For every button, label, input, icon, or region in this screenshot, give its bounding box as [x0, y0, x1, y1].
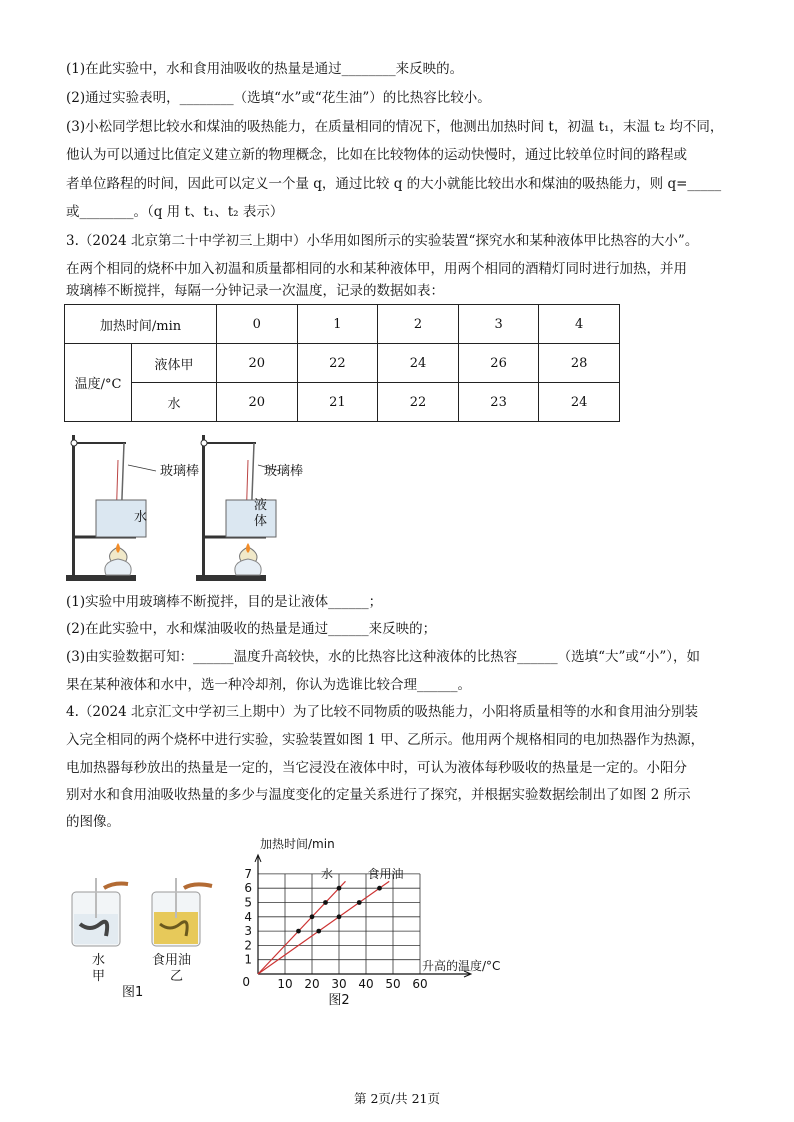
question-line: 或________。（q 用 t、t₁、t₂ 表示）: [66, 204, 284, 220]
table-cell: 28: [539, 344, 620, 383]
y-axis-label: 加热时间/min: [260, 837, 335, 851]
table-header-row: [65, 305, 620, 344]
x-axis-label: 升高的温度/°C: [422, 959, 501, 973]
chart-caption: 图2: [328, 993, 350, 1008]
question-line: 玻璃棒不断搅拌，每隔一分钟记录一次温度，记录的数据如表：: [66, 283, 444, 299]
table-row-label: 水: [132, 383, 217, 422]
table-cell: 1: [297, 305, 378, 344]
y-tick-label: 1: [244, 952, 252, 967]
data-point: [337, 914, 342, 919]
glass-rod-label-right: 玻璃棒: [264, 464, 304, 479]
question-line: 果在某种液体和水中，选一种冷却剂，你认为选谁比较合理______。: [66, 677, 471, 693]
table-cell: 22: [378, 383, 459, 422]
data-point: [310, 914, 315, 919]
question-line: 的图像。: [66, 814, 120, 830]
liquid-label-line1: 液: [254, 498, 268, 513]
table-cell: 0: [217, 305, 298, 344]
origin-label: 0: [242, 975, 250, 989]
data-point: [316, 929, 321, 934]
series-label: 水: [321, 866, 334, 881]
table-cell: 26: [458, 344, 539, 383]
apparatus-figure: [66, 425, 326, 590]
question-line: (1)在此实验中，水和食用油吸收的热量是通过________来反映的。: [66, 61, 464, 77]
fig1-oil-sub: 乙: [170, 969, 184, 984]
x-tick-label: 50: [385, 977, 401, 991]
question-line: (3)小松同学想比较水和煤油的吸热能力，在质量相同的情况下，他测出加热时间 t，初温 t₁，末温 t₂ 均不同，: [66, 119, 724, 135]
glass-rod-label: 玻璃棒: [160, 464, 200, 479]
fig1-water-sub: 甲: [92, 969, 106, 984]
figure-2-chart: [236, 834, 501, 1014]
x-tick-label: 40: [358, 977, 374, 991]
right-stand: [196, 435, 280, 581]
table-header-label: 加热时间/min: [65, 305, 217, 344]
table-cell: 3: [458, 305, 539, 344]
question-line: 他认为可以通过比值定义建立新的物理概念，比如在比较物体的运动快慢时，通过比较单位时间的路程或: [66, 147, 687, 163]
beaker-water: [72, 878, 128, 946]
page-footer: 第 2页/共 21页: [353, 1091, 441, 1106]
table-row: [65, 383, 620, 422]
series-line: [258, 881, 345, 974]
y-tick-label: 3: [244, 924, 252, 939]
x-tick-label: 20: [304, 977, 320, 991]
data-point: [296, 929, 301, 934]
question-line: (2)通过实验表明，________（选填“水”或“花生油”）的比热容比较小。: [66, 90, 491, 106]
table-cell: 20: [217, 344, 298, 383]
table-row-label: 液体甲: [132, 344, 217, 383]
x-tick-label: 60: [412, 977, 428, 991]
fig1-caption: 图1: [122, 985, 144, 1000]
y-tick-label: 2: [244, 938, 252, 953]
y-tick-label: 6: [244, 881, 252, 896]
table-cell: 21: [297, 383, 378, 422]
y-tick-label: 7: [244, 866, 252, 881]
question-line: 入完全相同的两个烧杯中进行实验，实验装置如图 1 甲、乙所示。他用两个规格相同的电加热器作为热源，: [66, 732, 705, 748]
question-line: 4.（2024 北京汇文中学初三上期中）为了比较不同物质的吸热能力，小阳将质量相等的水和食用油分别装: [66, 704, 699, 720]
question-line: 3.（2024 北京第二十中学初三上期中）小华用如图所示的实验装置“探究水和某种液体甲比热容的大小”。: [66, 233, 699, 249]
fig1-water-label: 水: [92, 953, 106, 968]
y-tick-label: 5: [244, 895, 252, 910]
question-line: 者单位路程的时间，因此可以定义一个量 q，通过比较 q 的大小就能比较出水和煤油的吸热能力，则 q=_____: [66, 176, 722, 192]
table-cell: 2: [378, 305, 459, 344]
series-line: [258, 881, 389, 974]
table-cell: 22: [297, 344, 378, 383]
table-cell: 23: [458, 383, 539, 422]
table-cell: 24: [378, 344, 459, 383]
question-line: (2)在此实验中，水和煤油吸收的热量是通过______来反映的；: [66, 621, 437, 637]
question-line: (1)实验中用玻璃棒不断搅拌，目的是让液体______；: [66, 594, 383, 610]
question-line: 电加热器每秒放出的热量是一定的，当它浸没在液体中时，可认为液体每秒吸收的热量是一定的。小阳分: [66, 760, 687, 776]
fig1-oil-label: 食用油: [152, 953, 192, 968]
question-line: 别对水和食用油吸收热量的多少与温度变化的定量关系进行了探究，并根据实验数据绘制出了如图 2 所示: [66, 787, 691, 803]
data-point: [323, 900, 328, 905]
question-line: (3)由实验数据可知：______温度升高较快，水的比热容比这种液体的比热容______（选填“大”或“小”），如: [66, 649, 700, 665]
left-stand: [66, 435, 156, 581]
data-table: [64, 304, 620, 422]
table-row: [65, 344, 620, 383]
water-label: 水: [134, 510, 148, 525]
x-tick-label: 30: [331, 977, 347, 991]
table-cell: 4: [539, 305, 620, 344]
table-row-group-label: 温度/°C: [65, 344, 132, 422]
data-point: [337, 886, 342, 891]
y-tick-label: 4: [244, 909, 252, 924]
beaker-oil: [152, 878, 212, 946]
data-point: [357, 900, 362, 905]
figure-1: [66, 878, 226, 1003]
table-cell: 20: [217, 383, 298, 422]
x-tick-label: 10: [277, 977, 293, 991]
table-cell: 24: [539, 383, 620, 422]
liquid-label-line2: 体: [254, 514, 268, 529]
data-point: [377, 886, 382, 891]
series-label: 食用油: [367, 866, 404, 881]
question-line: 在两个相同的烧杯中加入初温和质量都相同的水和某种液体甲，用两个相同的酒精灯同时进行加热，并用: [66, 261, 687, 277]
